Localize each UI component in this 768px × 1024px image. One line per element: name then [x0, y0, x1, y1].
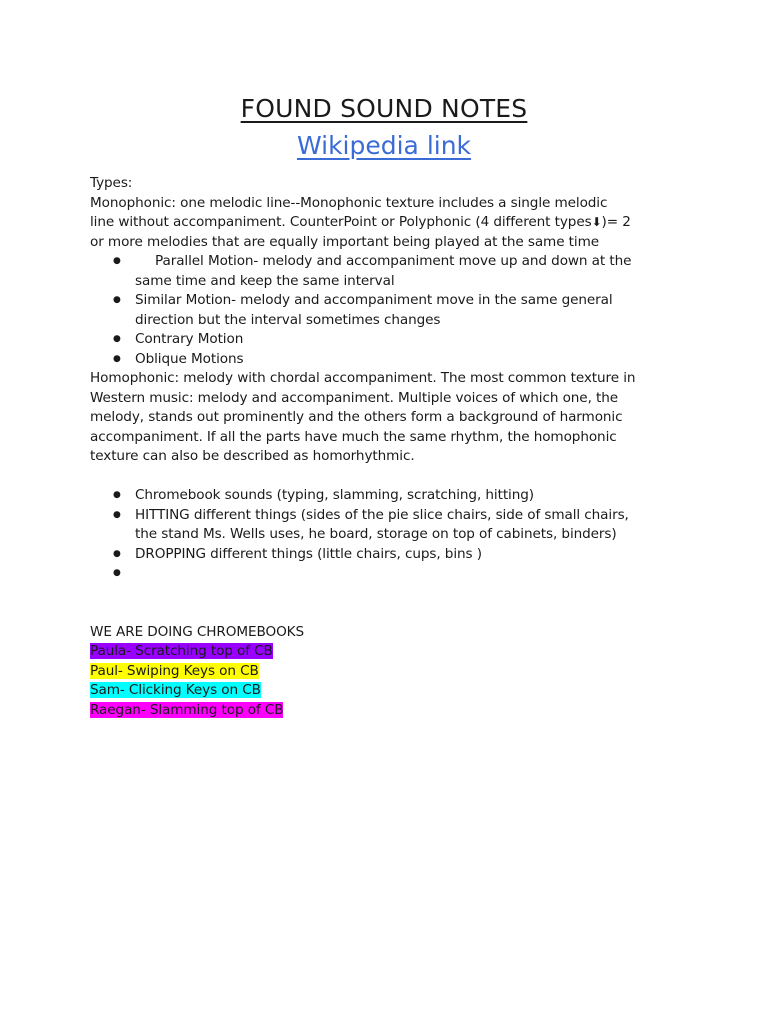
assignment-paul: [90, 662, 678, 682]
page-title: FOUND SOUND NOTES: [240, 94, 528, 123]
assignment-sam: [90, 681, 678, 701]
list-item: ● HITTING different things (sides of the pie slice chairs, side of small chairs, the stand Ms. Wells uses, he board, storage on top of cabinets, binders): [113, 506, 629, 542]
bullet-icon: ●: [113, 353, 121, 364]
homo-line-2: Western music: melody and accompaniment. Multiple voices of which one, the: [90, 389, 619, 406]
list-item: [113, 564, 678, 584]
homo-line-3: melody, stands out prominently and the others form a background of harmonic: [90, 409, 623, 425]
notes-body: [90, 174, 678, 720]
bullet-icon: ●: [113, 334, 121, 344]
homo-line-4: accompaniment. If all the parts have much the same rhythm, the homophonic: [90, 428, 617, 445]
bullet-icon: ●: [113, 509, 121, 520]
list-item: ● Similar Motion- melody and accompaniment move in the same general direction but the interval sometimes changes: [113, 292, 613, 328]
bullet-icon: ●: [113, 490, 121, 500]
homo-line-5: texture can also be described as homorhythmic.: [90, 448, 415, 464]
bullet-icon: ●: [113, 568, 121, 578]
mono-line-2: line without accompaniment. CounterPoint or Polyphonic (4 different types⬇)= 2: [90, 214, 631, 230]
wikipedia-link[interactable]: Wikipedia link: [296, 131, 472, 160]
list-item: ● Parallel Motion- melody and accompaniment move up and down at the same time and keep the same interval: [113, 253, 632, 289]
list-item: ● Oblique Motions: [135, 350, 678, 370]
highlighted-text: Raegan- Slamming top of CB: [90, 701, 284, 718]
list-item: ● DROPPING different things (little chairs, cups, bins ): [135, 545, 678, 565]
motion-list: [90, 252, 678, 369]
list-item: ● Contrary Motion: [135, 330, 678, 350]
sounds-list: [90, 486, 678, 584]
mono-line-3: or more melodies that are equally important being played at the same time: [90, 233, 599, 250]
highlighted-text: Paula- Scratching top of CB: [90, 643, 273, 659]
highlighted-text: Sam- Clicking Keys on CB: [90, 682, 261, 698]
doing-label: WE ARE DOING CHROMEBOOKS: [90, 623, 305, 640]
down-arrow-icon: ⬇: [591, 215, 602, 229]
blank-lines: [90, 584, 678, 623]
types-label: Types:: [90, 175, 133, 191]
mono-line-1: Monophonic: one melodic line--Monophonic texture includes a single melodic: [90, 194, 608, 211]
bullet-icon: ●: [113, 295, 121, 305]
list-item: ● Chromebook sounds (typing, slamming, scratching, hitting): [135, 486, 678, 506]
homo-line-1: Homophonic: melody with chordal accompaniment. The most common texture in: [90, 370, 636, 386]
assignment-raegan: [90, 701, 678, 721]
assignment-paula: [90, 642, 678, 662]
blank-line: [90, 467, 678, 487]
bullet-icon: ●: [113, 256, 121, 266]
highlighted-text: Paul- Swiping Keys on CB: [90, 662, 259, 679]
bullet-icon: ●: [113, 548, 121, 559]
